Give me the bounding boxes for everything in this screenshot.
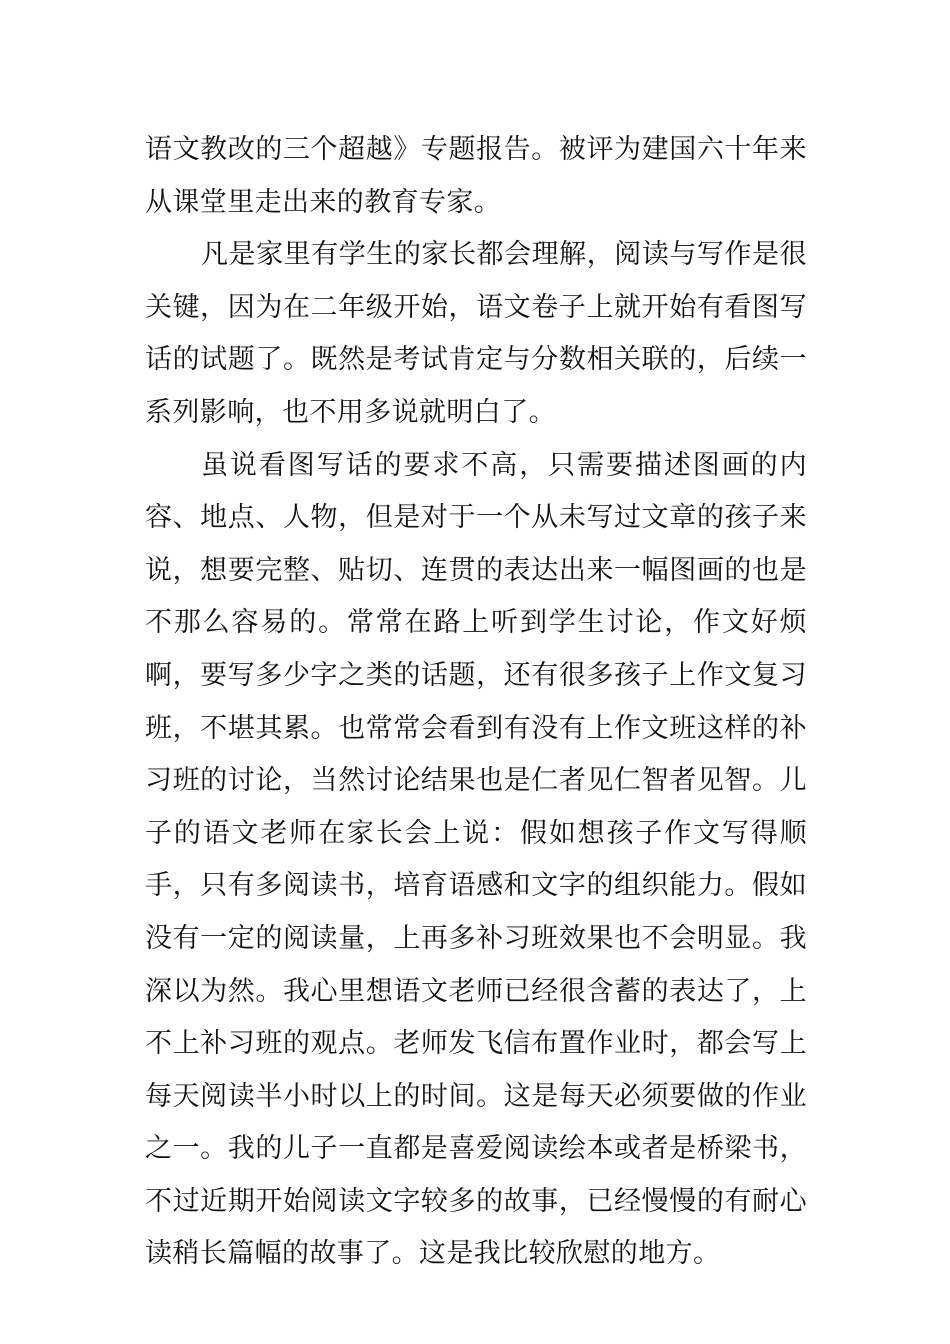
paragraph-continuation: 语文教改的三个超越》专题报告。被评为建国六十年来从课堂里走出来的教育专家。 bbox=[145, 134, 807, 218]
document-body bbox=[145, 124, 807, 1281]
paragraph-reading-writing: 凡是家里有学生的家长都会理解，阅读与写作是很关键，因为在二年级开始，语文卷子上就开始有看图写话的试题了。既然是考试肯定与分数相关联的，后续一系列影响，也不用多说就明白了。 bbox=[145, 239, 807, 428]
paragraph-picture-writing: 虽说看图写话的要求不高，只需要描述图画的内容、地点、人物，但是对于一个从未写过文章的孩子来说，想要完整、贴切、连贯的表达出来一幅图画的也是不那么容易的。常常在路上听到学生讨论，作文好烦啊，要写多少字之类的话题，还有很多孩子上作文复习班，不堪其累。也常常会看到有没有上作文班这样的补习班的讨论，当然讨论结果也是仁者见仁智者见智。儿子的语文老师在家长会上说：假如想孩子作文写得顺手，只有多阅读书，培育语感和文字的组织能力。假如没有一定的阅读量，上再多补习班效果也不会明显。我深以为然。我心里想语文老师已经很含蓄的表达了，上不上补习班的观点。老师发飞信布置作业时，都会写上每天阅读半小时以上的时间。这是每天必须要做的作业之一。我的儿子一直都是喜爱阅读绘本或者是桥梁书，不过近期开始阅读文字较多的故事，已经慢慢的有耐心读稍长篇幅的故事了。这是我比较欣慰的地方。 bbox=[145, 449, 807, 1270]
